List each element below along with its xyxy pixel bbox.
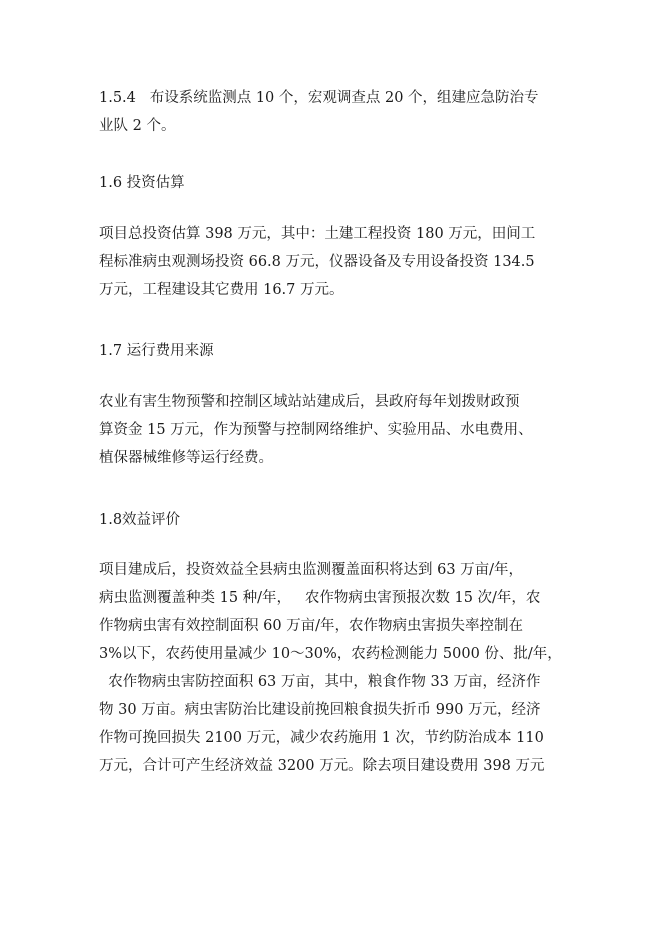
text-line: 作物可挽回损失 2100 万元，减少农药施用 1 次，节约防治成本 110 (99, 730, 544, 746)
text-line: 农作物病虫害防控面积 63 万亩，其中，粮食作物 33 万亩，经济作 (99, 674, 541, 690)
section-heading: 1.7 运行费用来源 (99, 343, 214, 359)
text-line: 3%以下，农药使用量减少 10～30%，农药检测能力 5000 份、批/年， (99, 646, 562, 662)
text-line: 作物病虫害有效控制面积 60 万亩/年，农作物病虫害损失率控制在 (99, 618, 524, 634)
heading-1-6 (99, 169, 569, 197)
text-line: 算资金 15 万元，作为预警与控制网络维护、实验用品、水电费用、 (99, 422, 533, 438)
text-line: 万元，工程建设其它费用 16.7 万元。 (99, 282, 344, 298)
text-line: 1.5.4 布设系统监测点 10 个，宏观调查点 20 个，组建应急防治专 (99, 90, 539, 106)
text-line: 万元，合计可产生经济效益 3200 万元。除去项目建设费用 398 万元 (99, 758, 545, 774)
paragraph-1-8 (99, 556, 569, 780)
text-line: 农业有害生物预警和控制区域站站建成后，县政府每年划拨财政预 (99, 394, 520, 410)
text-line: 植保器械维修等运行经费。 (99, 450, 273, 466)
heading-1-8 (99, 506, 569, 534)
paragraph-1-5-4 (99, 84, 569, 140)
text-line: 业队 2 个。 (99, 118, 176, 134)
section-heading: 1.6 投资估算 (99, 175, 185, 191)
section-heading: 1.8效益评价 (99, 512, 181, 528)
paragraph-1-6 (99, 220, 569, 304)
heading-1-7 (99, 337, 569, 365)
text-line: 项目总投资估算 398 万元，其中：土建工程投资 180 万元，田间工 (99, 226, 536, 242)
text-line: 项目建成后，投资效益全县病虫监测覆盖面积将达到 63 万亩/年， (99, 562, 524, 578)
text-line: 病虫监测覆盖种类 15 种/年， 农作物病虫害预报次数 15 次/年，农 (99, 590, 541, 606)
text-line: 物 30 万亩。病虫害防治比建设前挽回粮食损失折币 990 万元，经济 (99, 702, 541, 718)
text-line: 程标准病虫观测场投资 66.8 万元，仪器设备及专用设备投资 134.5 (99, 254, 535, 270)
paragraph-1-7 (99, 388, 569, 472)
